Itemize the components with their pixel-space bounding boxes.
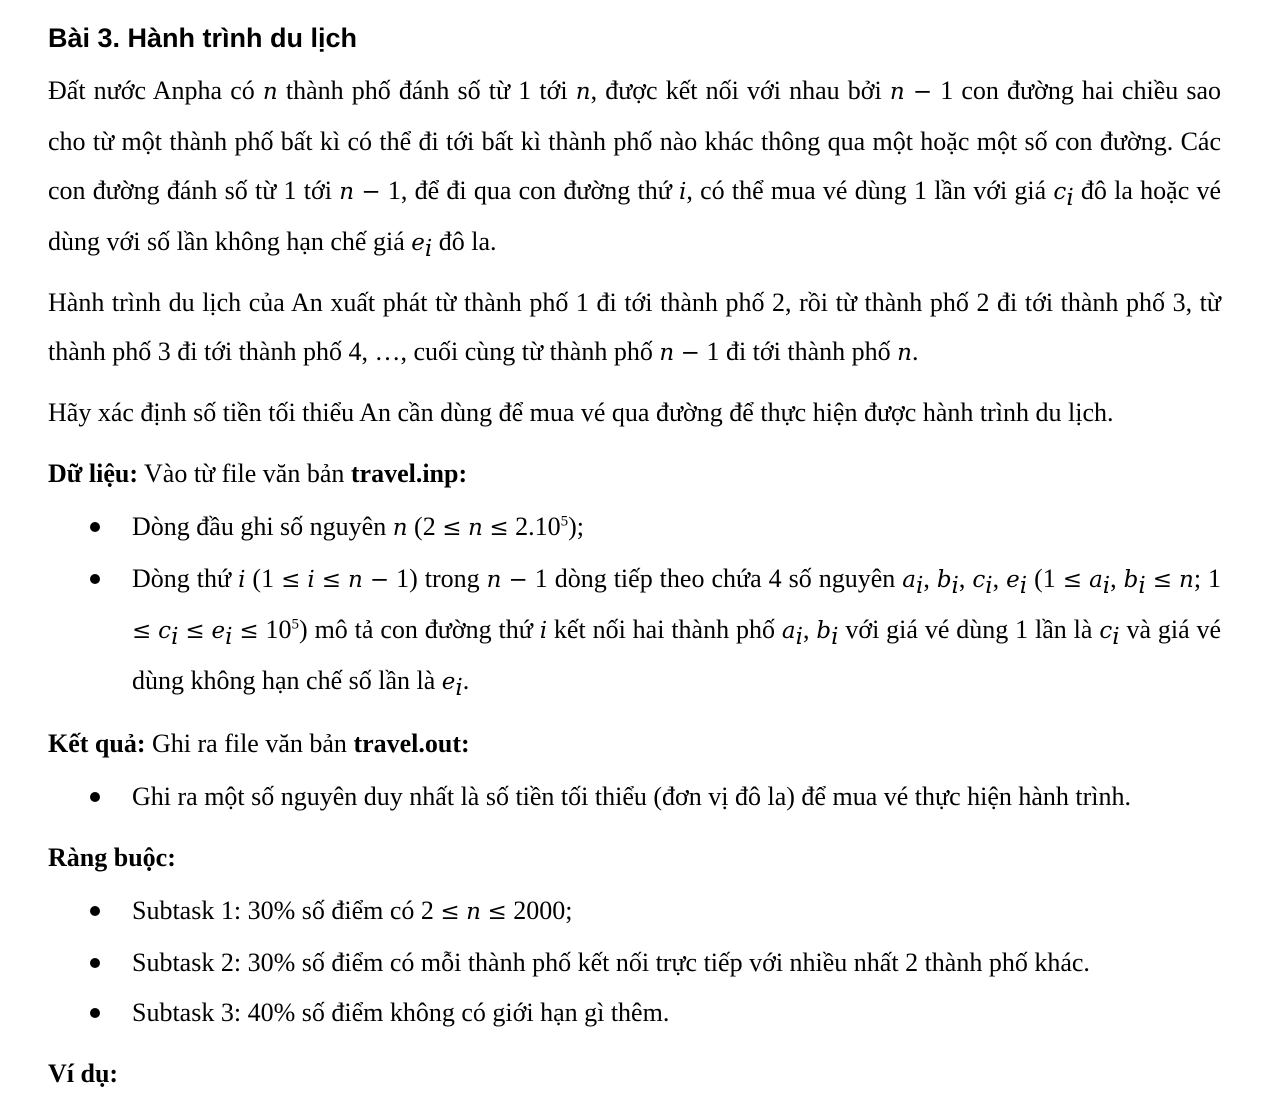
input-list [48, 502, 1221, 707]
list-item [48, 502, 1221, 553]
bullet-icon [90, 522, 100, 532]
output-label: Kết quả: [48, 729, 146, 758]
input-heading [48, 449, 1221, 498]
input-label: Dữ liệu: [48, 459, 138, 488]
example-heading [48, 1049, 1221, 1098]
list-item [48, 554, 1221, 707]
input-text: Vào từ file văn bản [144, 459, 345, 488]
input-item-1: Dòng đầu ghi số nguyên n $(2 \le n \le 2.10^5)$; [132, 512, 584, 541]
page-title: Bài 3. Hành trình du lịch [48, 23, 358, 53]
list-item [48, 988, 1221, 1037]
intro-paragraph-2: Hành trình du lịch của An xuất phát từ thành phố 1 đi tới thành phố 2, rồi từ thành phố 2 đi tới thành phố 3, từ thành phố 3 đi tới thành phố 4, …, cuối cùng từ thành phố n − 1 đi tới thành phố n. [48, 288, 1221, 366]
bullet-icon [90, 792, 100, 802]
list-item [48, 938, 1221, 987]
input-item-2: Dòng thứ i (1 ≤ i ≤ n − 1) trong n − 1 dòng tiếp theo chứa 4 số nguyên $a_i$, $b_i$, $c_i$, $e_i$ ($1 \le a_i$, $b_i \le n$; $1 \le c_i \le e_i \le 10^5$) mô tả con đường thứ i kết nối hai thành phố $a_i$, $b_i$ với giá vé dùng 1 lần là $c_i$ và giá vé dùng không hạn chế số lần là $e_i$. [132, 564, 1222, 702]
output-file-name: travel.out: [353, 729, 470, 758]
problem-statement [48, 18, 1221, 1102]
constraints-label: Ràng buộc: [48, 843, 176, 872]
output-item-1: Ghi ra một số nguyên duy nhất là số tiền tối thiểu (đơn vị đô la) để mua vé thực hiện hành trình. [132, 782, 1132, 811]
list-item [48, 886, 1221, 937]
intro-paragraph-1: Đất nước Anpha có n thành phố đánh số từ 1 tới n, được kết nối với nhau bởi n − 1 con đường hai chiều sao cho từ một thành phố bất kì có thể đi tới bất kì thành phố nào khác thông qua một hoặc một số con đường. Các con đường đánh số từ 1 tới n − 1, để đi qua con đường thứ i, có thể mua vé dùng 1 lần với giá $c_i$ đô la hoặc vé dùng với số lần không hạn chế giá $e_i$ đô la. [48, 76, 1222, 263]
constraints-list [48, 886, 1221, 1037]
input-file-name: travel.inp: [350, 459, 468, 488]
intro-paragraph-3: Hãy xác định số tiền tối thiểu An cần dùng để mua vé qua đường để thực hiện được hành trình du lịch. [48, 398, 1114, 427]
bullet-icon [90, 906, 100, 916]
constraints-heading [48, 833, 1221, 882]
list-item [48, 772, 1221, 821]
bullet-icon [90, 574, 100, 584]
output-list [48, 772, 1221, 821]
subtask-1: Subtask 1: 30% số điểm có 2 ≤ n ≤ 2000; [132, 896, 573, 925]
subtask-2: Subtask 2: 30% số điểm có mỗi thành phố kết nối trực tiếp với nhiều nhất 2 thành phố khác. [132, 948, 1090, 977]
subtask-3: Subtask 3: 40% số điểm không có giới hạn gì thêm. [132, 998, 670, 1027]
bullet-icon [90, 958, 100, 968]
output-text: Ghi ra file văn bản [152, 729, 347, 758]
example-label: Ví dụ: [48, 1059, 119, 1088]
output-heading [48, 719, 1221, 768]
bullet-icon [90, 1008, 100, 1018]
